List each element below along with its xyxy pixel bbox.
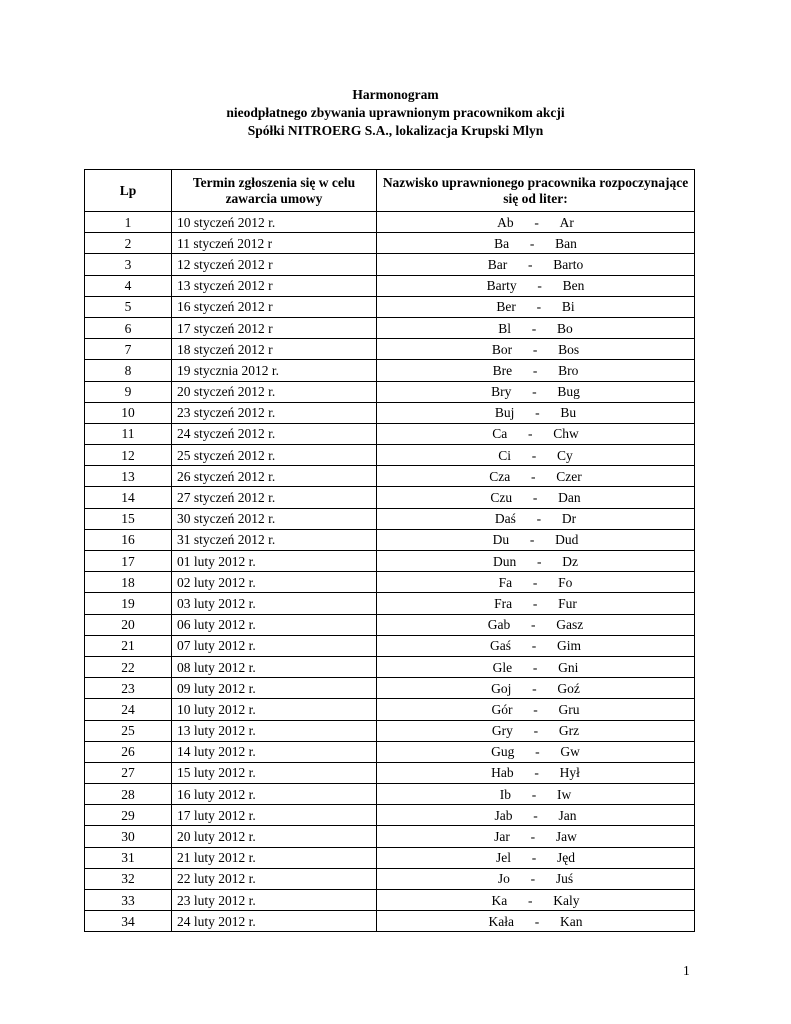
range-separator: - xyxy=(535,405,540,421)
range-from: Ka xyxy=(491,892,508,908)
range-separator: - xyxy=(531,447,537,463)
row-date: 16 luty 2012 r. xyxy=(172,784,377,805)
range-to: Gw xyxy=(560,744,580,760)
row-date: 01 luty 2012 r. xyxy=(172,551,377,572)
range-from: Czu xyxy=(490,490,513,506)
row-name-range xyxy=(377,911,695,932)
range-from: Ib xyxy=(499,786,511,802)
name-range xyxy=(492,891,580,910)
name-range xyxy=(498,446,573,465)
range-from: Bl xyxy=(498,320,511,336)
range-to: Kan xyxy=(559,913,583,929)
row-date: 21 luty 2012 r. xyxy=(172,847,377,868)
row-date: 13 styczeń 2012 r xyxy=(172,275,377,296)
range-separator: - xyxy=(531,320,537,336)
range-separator: - xyxy=(531,638,537,654)
row-number: 19 xyxy=(85,593,172,614)
table-row xyxy=(85,296,695,317)
name-range xyxy=(491,679,580,698)
row-number: 30 xyxy=(85,826,172,847)
range-from: Barty xyxy=(486,278,517,294)
range-separator: - xyxy=(537,553,542,569)
range-to: Jęd xyxy=(557,850,575,866)
range-to: Dud xyxy=(555,532,579,548)
name-range xyxy=(495,806,577,825)
title-line-1: Harmonogram xyxy=(352,87,439,102)
row-date: 06 luty 2012 r. xyxy=(172,614,377,635)
range-from: Jar xyxy=(494,829,510,845)
table-row xyxy=(85,423,695,444)
range-from: Ci xyxy=(498,447,511,463)
row-name-range xyxy=(377,360,695,381)
row-name-range xyxy=(377,572,695,593)
range-from: Gry xyxy=(491,723,513,739)
row-name-range xyxy=(377,805,695,826)
row-date: 25 styczeń 2012 r. xyxy=(172,445,377,466)
range-separator: - xyxy=(530,829,536,845)
row-name-range xyxy=(377,678,695,699)
row-number: 18 xyxy=(85,572,172,593)
table-row xyxy=(85,212,695,233)
column-header-name-range: Nazwisko uprawnionego pracownika rozpoczynające się od liter: xyxy=(377,170,695,212)
row-date: 08 luty 2012 r. xyxy=(172,656,377,677)
row-date: 03 luty 2012 r. xyxy=(172,593,377,614)
range-to: Iw xyxy=(557,786,572,802)
name-range xyxy=(496,297,574,316)
row-date: 15 luty 2012 r. xyxy=(172,762,377,783)
title-line-3: Spółki NITROERG S.A., lokalizacja Krupski Mlyn xyxy=(247,123,544,138)
name-range xyxy=(489,912,583,931)
range-to: Dz xyxy=(562,553,578,569)
row-number: 16 xyxy=(85,529,172,550)
table-row xyxy=(85,360,695,381)
name-range xyxy=(490,488,580,507)
row-name-range xyxy=(377,529,695,550)
range-separator: - xyxy=(532,362,538,378)
range-to: Jaw xyxy=(555,829,577,845)
row-number: 14 xyxy=(85,487,172,508)
row-date: 13 luty 2012 r. xyxy=(172,720,377,741)
range-separator: - xyxy=(528,256,533,272)
range-to: Grz xyxy=(558,723,580,739)
row-name-range xyxy=(377,233,695,254)
range-from: Jo xyxy=(497,871,510,887)
row-date: 19 stycznia 2012 r. xyxy=(172,360,377,381)
row-date: 11 styczeń 2012 r xyxy=(172,233,377,254)
table-row xyxy=(85,762,695,783)
table-row xyxy=(85,911,695,932)
name-range xyxy=(488,615,584,634)
row-name-range xyxy=(377,487,695,508)
row-name-range xyxy=(377,339,695,360)
range-to: Juś xyxy=(555,871,574,887)
range-from: Jab xyxy=(494,807,513,823)
row-name-range xyxy=(377,445,695,466)
range-from: Kała xyxy=(488,913,514,929)
row-name-range xyxy=(377,466,695,487)
row-name-range xyxy=(377,720,695,741)
name-range xyxy=(491,382,580,401)
row-date: 31 styczeń 2012 r. xyxy=(172,529,377,550)
range-to: Goź xyxy=(557,680,580,696)
range-separator: - xyxy=(531,617,536,633)
row-number: 34 xyxy=(85,911,172,932)
range-from: Gaś xyxy=(489,638,511,654)
row-name-range xyxy=(377,614,695,635)
row-name-range xyxy=(377,699,695,720)
row-number: 12 xyxy=(85,445,172,466)
range-to: Kaly xyxy=(553,892,580,908)
range-to: Bo xyxy=(557,320,573,336)
range-from: Bre xyxy=(492,362,513,378)
range-separator: - xyxy=(533,723,539,739)
table-row xyxy=(85,572,695,593)
row-number: 8 xyxy=(85,360,172,381)
range-separator: - xyxy=(535,744,540,760)
row-number: 5 xyxy=(85,296,172,317)
row-date: 26 styczeń 2012 r. xyxy=(172,466,377,487)
range-separator: - xyxy=(534,214,539,230)
row-date: 02 luty 2012 r. xyxy=(172,572,377,593)
row-date: 30 styczeń 2012 r. xyxy=(172,508,377,529)
range-to: Bug xyxy=(557,384,580,400)
range-from: Gab xyxy=(487,617,511,633)
table-row xyxy=(85,720,695,741)
row-date: 16 styczeń 2012 r xyxy=(172,296,377,317)
table-row xyxy=(85,890,695,911)
range-from: Cza xyxy=(489,468,511,484)
row-number: 10 xyxy=(85,402,172,423)
row-name-range xyxy=(377,635,695,656)
range-separator: - xyxy=(529,235,535,251)
row-name-range xyxy=(377,381,695,402)
row-date: 22 luty 2012 r. xyxy=(172,868,377,889)
row-number: 26 xyxy=(85,741,172,762)
row-name-range xyxy=(377,254,695,275)
row-date: 23 styczeń 2012 r. xyxy=(172,402,377,423)
name-range xyxy=(492,721,579,740)
range-to: Fo xyxy=(558,574,573,590)
name-range xyxy=(490,636,581,655)
range-separator: - xyxy=(532,595,538,611)
range-separator: - xyxy=(532,341,538,357)
row-number: 25 xyxy=(85,720,172,741)
range-to: Cy xyxy=(557,447,573,463)
row-date: 18 styczeń 2012 r xyxy=(172,339,377,360)
row-number: 11 xyxy=(85,423,172,444)
row-name-range xyxy=(377,275,695,296)
row-date: 17 luty 2012 r. xyxy=(172,805,377,826)
row-name-range xyxy=(377,656,695,677)
range-to: Gni xyxy=(558,659,579,675)
row-number: 29 xyxy=(85,805,172,826)
row-name-range xyxy=(377,296,695,317)
range-from: Hab xyxy=(491,765,514,781)
name-range xyxy=(500,785,572,804)
row-name-range xyxy=(377,508,695,529)
range-separator: - xyxy=(532,490,538,506)
row-name-range xyxy=(377,868,695,889)
row-name-range xyxy=(377,741,695,762)
name-range xyxy=(498,869,573,888)
page-number: 1 xyxy=(683,963,690,978)
table-row xyxy=(85,445,695,466)
range-separator: - xyxy=(527,426,533,442)
range-separator: - xyxy=(533,701,538,717)
name-range xyxy=(497,213,574,232)
range-separator: - xyxy=(536,299,542,315)
range-from: Gug xyxy=(491,744,515,760)
row-date: 17 styczeń 2012 r xyxy=(172,317,377,338)
range-separator: - xyxy=(536,511,542,527)
row-number: 1 xyxy=(85,212,172,233)
column-header-lp: Lp xyxy=(85,170,172,212)
range-from: Fra xyxy=(494,595,513,611)
table-row xyxy=(85,275,695,296)
range-separator: - xyxy=(529,532,535,548)
range-from: Goj xyxy=(491,680,512,696)
range-from: Buj xyxy=(494,405,515,421)
name-range xyxy=(496,848,575,867)
row-name-range xyxy=(377,847,695,868)
row-name-range xyxy=(377,402,695,423)
range-separator: - xyxy=(532,384,537,400)
table-row xyxy=(85,656,695,677)
row-name-range xyxy=(377,593,695,614)
document-title xyxy=(0,86,791,140)
row-number: 17 xyxy=(85,551,172,572)
row-name-range xyxy=(377,423,695,444)
row-number: 3 xyxy=(85,254,172,275)
range-from: Daś xyxy=(494,511,516,527)
row-date: 27 styczeń 2012 r. xyxy=(172,487,377,508)
table-row xyxy=(85,678,695,699)
range-to: Bos xyxy=(558,341,580,357)
table-row xyxy=(85,508,695,529)
row-name-range xyxy=(377,890,695,911)
range-to: Ar xyxy=(559,214,574,230)
range-to: Ben xyxy=(562,278,585,294)
row-number: 6 xyxy=(85,317,172,338)
range-from: Gór xyxy=(491,701,513,717)
table-row xyxy=(85,826,695,847)
table-header-row xyxy=(85,170,695,212)
range-separator: - xyxy=(531,786,537,802)
name-range xyxy=(487,276,585,295)
name-range xyxy=(489,467,581,486)
range-to: Bro xyxy=(558,362,579,378)
name-range xyxy=(493,361,579,380)
row-number: 20 xyxy=(85,614,172,635)
range-to: Gru xyxy=(558,701,580,717)
row-number: 7 xyxy=(85,339,172,360)
table-row xyxy=(85,699,695,720)
name-range xyxy=(498,319,573,338)
name-range xyxy=(493,552,578,571)
range-from: Bar xyxy=(487,256,508,272)
row-name-range xyxy=(377,784,695,805)
name-range xyxy=(491,742,580,761)
row-date: 20 styczeń 2012 r. xyxy=(172,381,377,402)
table-row xyxy=(85,741,695,762)
range-to: Ban xyxy=(555,235,577,251)
table-row xyxy=(85,784,695,805)
range-from: Ba xyxy=(494,235,510,251)
name-range xyxy=(493,530,579,549)
range-separator: - xyxy=(528,892,533,908)
table-row xyxy=(85,339,695,360)
table-body xyxy=(85,212,695,932)
table-row xyxy=(85,635,695,656)
row-date: 24 luty 2012 r. xyxy=(172,911,377,932)
row-date: 23 luty 2012 r. xyxy=(172,890,377,911)
row-name-range xyxy=(377,826,695,847)
name-range xyxy=(493,658,579,677)
name-range xyxy=(488,255,584,274)
row-date: 10 luty 2012 r. xyxy=(172,699,377,720)
table-row xyxy=(85,847,695,868)
table-row xyxy=(85,317,695,338)
range-to: Bi xyxy=(561,299,575,315)
row-number: 21 xyxy=(85,635,172,656)
table-row xyxy=(85,381,695,402)
name-range xyxy=(492,700,580,719)
range-to: Gim xyxy=(556,638,581,654)
table-row xyxy=(85,868,695,889)
table-row xyxy=(85,805,695,826)
row-number: 32 xyxy=(85,868,172,889)
row-date: 24 styczeń 2012 r. xyxy=(172,423,377,444)
range-to: Dan xyxy=(558,490,581,506)
range-separator: - xyxy=(532,680,537,696)
range-from: Ab xyxy=(497,214,514,230)
range-to: Barto xyxy=(553,256,584,272)
row-number: 15 xyxy=(85,508,172,529)
name-range xyxy=(491,763,580,782)
row-date: 09 luty 2012 r. xyxy=(172,678,377,699)
row-name-range xyxy=(377,212,695,233)
range-separator: - xyxy=(531,468,536,484)
name-range xyxy=(494,594,577,613)
range-from: Dun xyxy=(493,553,517,569)
range-from: Fa xyxy=(498,574,513,590)
range-separator: - xyxy=(533,807,538,823)
range-separator: - xyxy=(537,278,542,294)
row-number: 4 xyxy=(85,275,172,296)
range-to: Jan xyxy=(558,807,577,823)
range-to: Fur xyxy=(558,595,577,611)
row-date: 10 styczeń 2012 r. xyxy=(172,212,377,233)
table-row xyxy=(85,529,695,550)
range-to: Dr xyxy=(561,511,577,527)
range-separator: - xyxy=(534,765,539,781)
name-range xyxy=(499,573,573,592)
row-date: 14 luty 2012 r. xyxy=(172,741,377,762)
table-row xyxy=(85,593,695,614)
name-range xyxy=(492,424,579,443)
row-number: 13 xyxy=(85,466,172,487)
range-to: Czer xyxy=(556,468,582,484)
range-separator: - xyxy=(530,871,536,887)
row-number: 22 xyxy=(85,656,172,677)
name-range xyxy=(494,827,577,846)
title-line-2: nieodpłatnego zbywania uprawnionym pracownikom akcji xyxy=(226,105,565,120)
table-row xyxy=(85,614,695,635)
range-separator: - xyxy=(531,850,537,866)
name-range xyxy=(495,403,576,422)
range-to: Bu xyxy=(560,405,577,421)
range-from: Bry xyxy=(491,384,512,400)
range-to: Chw xyxy=(553,426,579,442)
name-range xyxy=(492,340,579,359)
row-name-range xyxy=(377,551,695,572)
row-number: 33 xyxy=(85,890,172,911)
name-range xyxy=(494,234,577,253)
table-row xyxy=(85,551,695,572)
table-row xyxy=(85,487,695,508)
row-number: 31 xyxy=(85,847,172,868)
range-separator: - xyxy=(532,659,538,675)
row-number: 9 xyxy=(85,381,172,402)
row-number: 23 xyxy=(85,678,172,699)
row-name-range xyxy=(377,762,695,783)
row-number: 27 xyxy=(85,762,172,783)
row-date: 12 styczeń 2012 r xyxy=(172,254,377,275)
range-from: Ber xyxy=(496,299,516,315)
row-date: 20 luty 2012 r. xyxy=(172,826,377,847)
table-row xyxy=(85,233,695,254)
range-separator: - xyxy=(534,913,540,929)
range-from: Gle xyxy=(492,659,513,675)
range-from: Du xyxy=(492,532,510,548)
table-row xyxy=(85,402,695,423)
row-number: 2 xyxy=(85,233,172,254)
row-name-range xyxy=(377,317,695,338)
range-to: Hył xyxy=(559,765,580,781)
row-number: 28 xyxy=(85,784,172,805)
row-number: 24 xyxy=(85,699,172,720)
row-date: 07 luty 2012 r. xyxy=(172,635,377,656)
schedule-table xyxy=(84,169,695,932)
range-from: Jel xyxy=(496,850,511,866)
range-from: Ca xyxy=(492,426,508,442)
range-separator: - xyxy=(532,574,538,590)
column-header-date: Termin zgłoszenia się w celu zawarcia umowy xyxy=(172,170,377,212)
range-to: Gasz xyxy=(556,617,584,633)
range-from: Bor xyxy=(491,341,513,357)
table-row xyxy=(85,254,695,275)
name-range xyxy=(495,509,576,528)
table-row xyxy=(85,466,695,487)
